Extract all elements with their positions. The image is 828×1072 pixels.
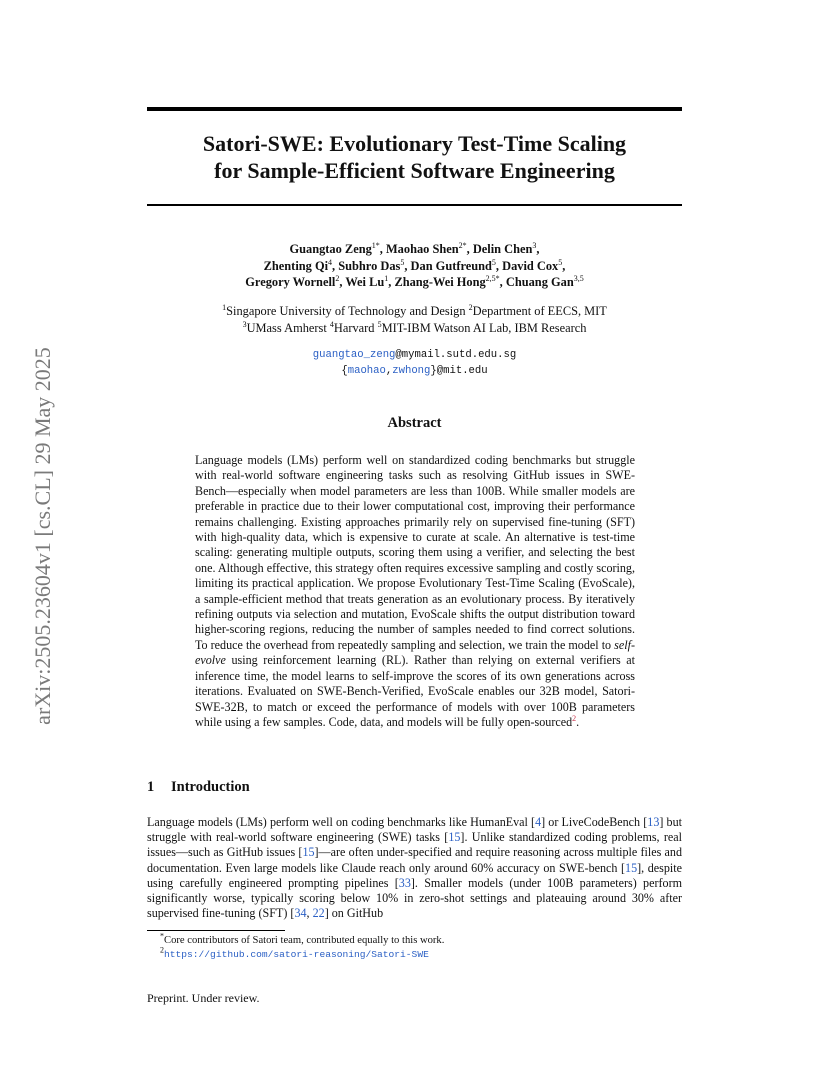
- footnote-1: [160, 931, 680, 948]
- footnote-2: [160, 945, 680, 962]
- author-line-2: Zhenting Qi$^4$, Subhro Das$^5$, Dan Gutfreund$^5$, David Cox$^5$,: [263, 257, 566, 273]
- email-domain: @mymail.sutd.edu.sg: [395, 349, 517, 361]
- intro-text: ] or LiveCodeBench [: [541, 815, 648, 829]
- author-affil-sup: 5: [491, 257, 496, 267]
- email-brace-open: {: [341, 365, 348, 377]
- abstract-text: Language models (LMs) perform well on standardized coding benchmarks but struggle with real-world software engineering tasks such as resolving GitHub issues in SWE-Bench—especially when model parameters are less than 100B. While smaller models are preferable in practice due to their lower computational cost, improving their performance remains challenging. Existing approaches primarily rely on supervised fine-tuning (SFT) with high-quality data, which is expensive to curate at scale. An alternative is test-time scaling: generating multiple outputs, scoring them using a verifier, and selecting the best one. Although effective, this strategy often requires excessive sampling and costly scoring, limiting its practical application. We propose Evolutionary Test-Time Scaling (EvoScale), a sample-efficient method that treats generation as an evolutionary process. By iteratively refining outputs via selection and mutation, EvoScale shifts the output distribution toward higher-scoring regions, reducing the number of samples needed to find correct solutions. To reduce the overhead from repeatedly sampling and selection, we train the model to: [195, 453, 635, 652]
- author-name: Guangtao Zeng: [289, 242, 372, 256]
- intro-text: ]. Smaller models (under 100B parameters) perform significantly worse, typically scoring below 10% in zero-shot settings and plateauing around 30% after supervised fine-tuning (SFT) [: [147, 875, 682, 921]
- author-name: Zhenting Qi: [263, 258, 329, 273]
- title-line-1: Satori-SWE: Evolutionary Test-Time Scaling: [202, 131, 627, 156]
- citation-link[interactable]: 4: [535, 815, 542, 829]
- citation-link[interactable]: 33: [398, 875, 411, 890]
- intro-text: ]. Unlike standardized coding problems, real issues—such as GitHub issues [: [147, 830, 682, 860]
- intro-text: ] but struggle with real-world software engineering (SWE) tasks [: [147, 815, 682, 845]
- intro-text: ] on GitHub: [324, 906, 384, 921]
- author-name: Maohao Shen: [385, 242, 459, 256]
- affiliation-sup: 3: [242, 319, 247, 329]
- author-name: Dan Gutfreund: [410, 258, 492, 273]
- author-name: Wei Lu: [345, 275, 385, 289]
- author-affil-sup: 3,5: [573, 273, 584, 283]
- section-heading-introduction: [147, 779, 250, 796]
- author-name: Subhro Das: [338, 258, 401, 273]
- abstract-text-end: .: [576, 714, 580, 729]
- citation-link[interactable]: 22: [312, 906, 325, 921]
- intro-text: ], despite using carefully engineered prompting pipelines [: [147, 860, 682, 890]
- title-bottom-rule: [147, 204, 682, 206]
- email-link[interactable]: guangtao_zeng: [312, 349, 396, 361]
- intro-text: ]—are often under-specified and require reasoning across multiple files and documentation. Even large models like Claude reach only around 60% accuracy on SWE-bench [: [147, 845, 683, 875]
- citation-link[interactable]: 13: [647, 815, 660, 829]
- abstract-emphasis: self-evolve: [195, 637, 635, 668]
- author-affil-sup: 2*: [458, 240, 467, 250]
- author-name: Chuang Gan: [505, 275, 574, 289]
- title-top-rule: [147, 107, 682, 111]
- section-title: Introduction: [171, 779, 250, 795]
- title-line-2: for Sample-Efficient Software Engineering: [214, 158, 615, 183]
- affiliation-name: UMass Amherst: [246, 320, 327, 335]
- affiliation-line-1: [147, 303, 682, 320]
- author-name: Gregory Wornell: [245, 275, 336, 289]
- citation-link[interactable]: 15: [448, 830, 461, 845]
- affiliation-name: Department of EECS, MIT: [472, 304, 607, 318]
- author-affil-sup: 2,5*: [485, 273, 500, 283]
- citation-link[interactable]: 34: [294, 906, 307, 921]
- citation-link[interactable]: 15: [625, 860, 638, 875]
- affiliation-list: [147, 303, 682, 336]
- email-block: [147, 347, 682, 379]
- footnote-url-link[interactable]: https://github.com/satori-reasoning/Satori-SWE: [164, 949, 429, 960]
- email-separator: ,: [385, 365, 393, 377]
- author-affil-sup: 5: [558, 257, 563, 267]
- author-affil-sup: 5: [400, 257, 405, 267]
- email-line-1: [147, 347, 682, 363]
- author-name: Zhang-Wei Hong: [394, 275, 486, 289]
- intro-text: Language models (LMs) perform well on coding benchmarks like HumanEval [: [147, 815, 536, 829]
- intro-text: ,: [306, 906, 313, 921]
- author-affil-sup: 3: [532, 240, 537, 250]
- affiliation-sup: 2: [468, 302, 473, 312]
- email-link[interactable]: maohao: [347, 365, 386, 377]
- author-name: Delin Chen: [472, 242, 533, 256]
- footnote-mark: 2: [160, 945, 164, 955]
- section-number: 1: [147, 779, 155, 795]
- author-line-3: Gregory Wornell$^2$, Wei Lu$^1$, Zhang-Wei Hong$^{2,5*}$, Chuang Gan$^{3,5}$: [245, 273, 584, 289]
- author-line-1: Guangtao Zeng$^{1*}$, Maohao Shen$^{2*}$, Delin Chen$^3$,: [289, 240, 540, 256]
- arxiv-identifier: arXiv:2505.23604v1 [cs.CL] 29 May 2025: [30, 347, 55, 725]
- affiliation-sup: 5: [377, 319, 382, 329]
- affiliation-sup: 1: [222, 302, 227, 312]
- affiliation-sup: 4: [329, 319, 334, 329]
- preprint-notice: Preprint. Under review.: [147, 991, 260, 1005]
- author-affil-sup: 1*: [371, 240, 380, 250]
- footnote-mark: *: [160, 931, 164, 941]
- affiliation-name: MIT-IBM Watson AI Lab, IBM Research: [381, 320, 587, 335]
- footnote-rule: [147, 930, 285, 931]
- author-list: [147, 241, 682, 291]
- author-affil-sup: 2: [335, 273, 340, 283]
- email-link[interactable]: zwhong: [392, 365, 431, 377]
- affiliation-name: Harvard: [333, 320, 375, 335]
- affiliation-line-2: [147, 320, 682, 337]
- email-domain: @mit.edu: [436, 365, 488, 377]
- author-affil-sup: 4: [328, 257, 333, 267]
- author-name: David Cox: [502, 258, 559, 273]
- citation-link[interactable]: 15: [302, 845, 315, 860]
- email-line-2: [147, 363, 682, 379]
- abstract-heading: Abstract: [387, 415, 442, 431]
- footnote-ref-link[interactable]: 2: [572, 713, 577, 723]
- email-brace-close: }: [430, 365, 437, 377]
- author-affil-sup: 1: [384, 273, 389, 283]
- paper-title: [147, 130, 682, 184]
- footnote-text: Core contributors of Satori team, contributed equally to this work.: [164, 935, 445, 946]
- abstract-text: using reinforcement learning (RL). Rather than relying on external verifiers at inference time, the model learns to self-improve the scores of its own generations across iterations. Evaluated on SWE-Bench-Verified, EvoScale enables our 32B model, Satori-SWE-32B, to match or exceed the performance of models with over 100B parameters while using a few samples. Code, data, and models will be fully open-sourced: [195, 653, 635, 729]
- abstract-body: [195, 453, 635, 730]
- introduction-paragraph: [147, 815, 682, 921]
- affiliation-name: Singapore University of Technology and Design: [226, 304, 466, 318]
